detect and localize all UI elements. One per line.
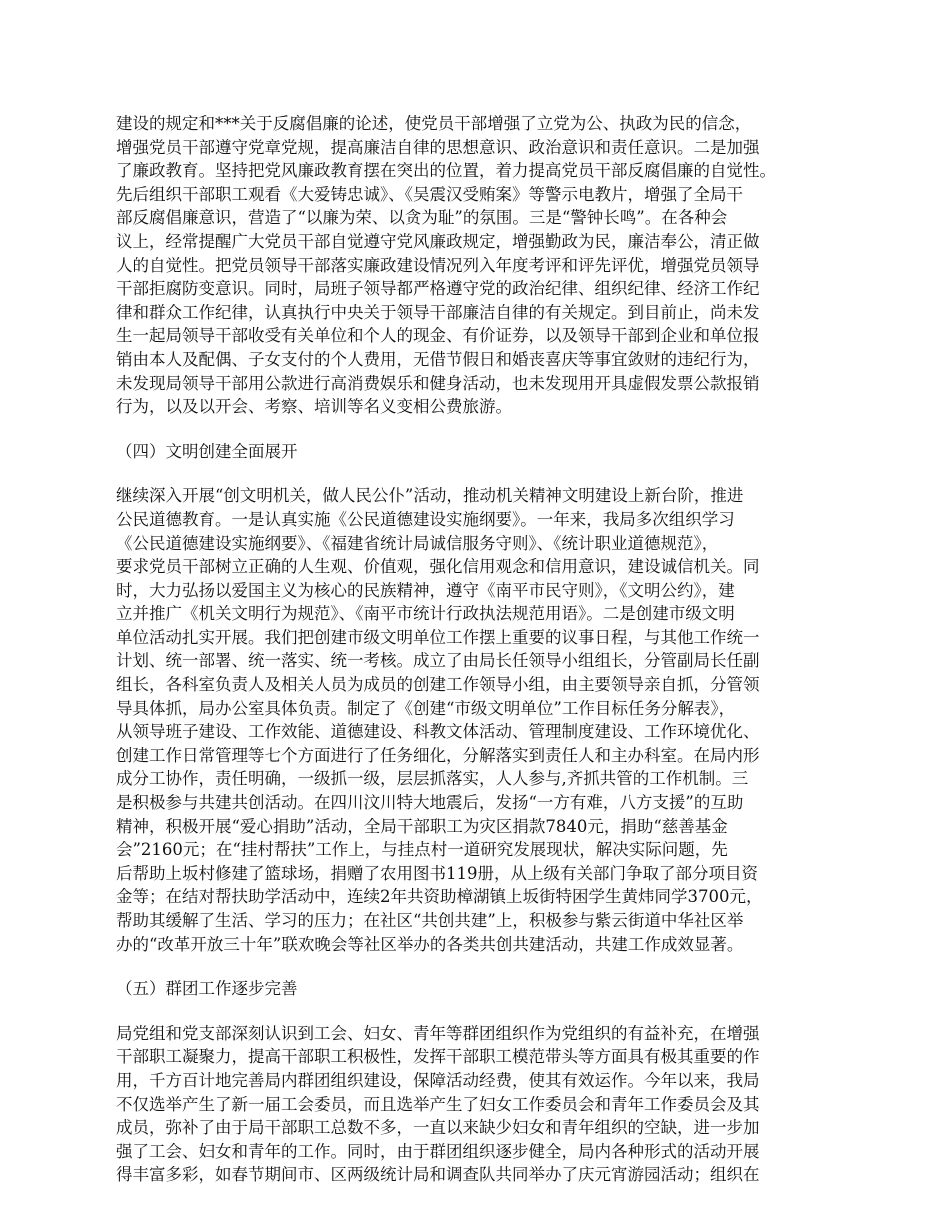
- text-line: 精神，积极开展“爱心捐助”活动，全局干部职工为灾区捐款7840元，捐助“慈善基金: [116, 816, 728, 836]
- text-line: 议上，经常提醒广大党员干部自觉遵守党风廉政规定，增强勤政为民，廉洁奉公，清正做: [116, 231, 760, 251]
- text-line: 增强党员干部遵守党章党规，提高廉洁自律的思想意识、政治意识和责任意识。二是加强: [116, 137, 760, 157]
- text-line: 继续深入开展“创文明机关，做人民公仆”活动，推动机关精神文明建设上新台阶，推进: [116, 486, 744, 506]
- text-line: 组长，各科室负责人及相关人员为成员的创建工作领导小组，由主要领导亲自抓，分管领: [116, 675, 760, 695]
- text-line: 行为，以及以开会、考察、培训等名义变相公费旅游。: [116, 397, 512, 417]
- text-line: 生一起局领导干部收受有关单位和个人的现金、有价证券，以及领导干部到企业和单位报: [116, 326, 760, 346]
- text-line: 从领导班子建设、工作效能、道德建设、科教文体活动、管理制度建设、工作环境优化、: [116, 722, 760, 742]
- paragraph-discipline: [116, 112, 852, 419]
- text-line: 帮助其缓解了生活、学习的压力；在社区“共创共建”上，积极参与紫云街道中华社区举: [116, 911, 744, 930]
- text-line: 建设的规定和***关于反腐倡廉的论述，使党员干部增强了立党为公、执政为民的信念，: [116, 114, 752, 133]
- text-line: 成分工协作，责任明确，一级抓一级，层层抓落实，人人参与,齐抓共管的工作机制。三: [116, 769, 749, 789]
- paragraph-mass-organizations: [116, 1022, 852, 1187]
- section-heading-5: （五）群团工作逐步完善: [116, 979, 298, 999]
- text-line: 律和群众工作纪律，认真执行中央关于领导干部廉洁自律的有关规定。到目前止，尚未发: [116, 302, 760, 322]
- text-line: 部反腐倡廉意识，营造了“以廉为荣、以贪为耻”的氛围。三是“警钟长鸣”。在各种会: [116, 208, 728, 228]
- text-line: 要求党员干部树立正确的人生观、价值观，强化信用观念和信用意识，建设诚信机关。同: [116, 557, 760, 577]
- text-line: 了廉政教育。坚持把党风廉政教育摆在突出的位置，着力提高党员干部反腐倡廉的自觉性。: [116, 161, 776, 181]
- text-line: 导具体抓，局办公室具体负责。制定了《创建“市级文明单位”工作目标任务分解表》，: [116, 698, 736, 718]
- text-line: 《公民道德建设实施纲要》、《福建省统计局诚信服务守则》、《统计职业道德规范》，: [116, 533, 719, 553]
- paragraph-civilization: [116, 484, 852, 956]
- text-line: 公民道德教育。一是认真实施《公民道德建设实施纲要》。一年来，我局多次组织学习: [116, 509, 735, 529]
- section-heading-4: （四）文明创建全面展开: [116, 441, 298, 461]
- text-line: 人的自觉性。把党员领导干部落实廉政建设情况列入年度考评和评先评优，增强党员领导: [116, 255, 760, 275]
- text-line: 单位活动扎实开展。我们把创建市级文明单位工作摆上重要的议事日程，与其他工作统一: [116, 627, 760, 647]
- text-line: 是积极参与共建共创活动。在四川汶川特大地震后，发扬“一方有难，八方支援”的互助: [116, 793, 744, 813]
- text-line: 先后组织干部职工观看《大爱铸忠诚》、《吴震汉受贿案》等警示电教片，增强了全局干: [116, 184, 743, 204]
- text-line: 会”2160元；在“挂村帮扶”工作上，与挂点村一道研究发展现状，解决实际问题，先: [116, 840, 728, 860]
- text-line: 创建工作日常管理等七个方面进行了任务细化，分解落实到责任人和主办科室。在局内形: [116, 745, 760, 765]
- text-line: 局党组和党支部深刻认识到工会、妇女、青年等群团组织作为党组织的有益补充，在增强: [116, 1023, 760, 1043]
- text-line: 立并推广《机关文明行为规范》、《南平市统计行政执法规范用语》。二是创建市级文明: [116, 604, 735, 624]
- text-line: 成员，弥补了由于局干部职工总数不多，一直以来缺少妇女和青年组织的空缺，进一步加: [116, 1118, 760, 1138]
- text-line: 时，大力弘扬以爱国主义为核心的民族精神，遵守《南平市民守则》，《文明公约》，建: [116, 580, 735, 600]
- text-line: 得丰富多彩，如春节期间市、区两级统计局和调查队共同举办了庆元宵游园活动；组织在: [116, 1165, 760, 1185]
- text-line: 用，千方百计地完善局内群团组织建设，保障活动经费，使其有效运作。今年以来，我局: [116, 1070, 760, 1090]
- text-line: 办的“改革开放三十年”联欢晚会等社区举办的各类共创共建活动，共建工作成效显著。: [116, 934, 744, 954]
- text-line: 干部职工凝聚力，提高干部职工积极性，发挥干部职工模范带头等方面具有极其重要的作: [116, 1047, 760, 1067]
- text-line: 后帮助上坂村修建了篮球场，捐赠了农用图书119册，从上级有关部门争取了部分项目资: [116, 863, 758, 883]
- text-line: 金等；在结对帮扶助学活动中，连续2年共资助樟湖镇上坂街特困学生黄炜同学3700元，: [116, 887, 763, 907]
- text-line: 未发现局领导干部用公款进行高消费娱乐和健身活动，也未发现用开具虚假发票公款报销: [116, 373, 760, 393]
- text-line: 计划、统一部署、统一落实、统一考核。成立了由局长任领导小组组长，分管副局长任副: [116, 651, 760, 671]
- document-body: [116, 112, 852, 1187]
- text-line: 销由本人及配偶、子女支付的个人费用，无借节假日和婚丧喜庆等事宜敛财的违纪行为，: [116, 349, 760, 369]
- text-line: 不仅选举产生了新一届工会委员，而且选举产生了妇女工作委员会和青年工作委员会及其: [116, 1094, 760, 1114]
- text-line: 强了工会、妇女和青年的工作。同时，由于群团组织逐步健全，局内各种形式的活动开展: [116, 1141, 760, 1161]
- text-line: 干部拒腐防变意识。同时，局班子领导都严格遵守党的政治纪律、组织纪律、经济工作纪: [116, 279, 760, 299]
